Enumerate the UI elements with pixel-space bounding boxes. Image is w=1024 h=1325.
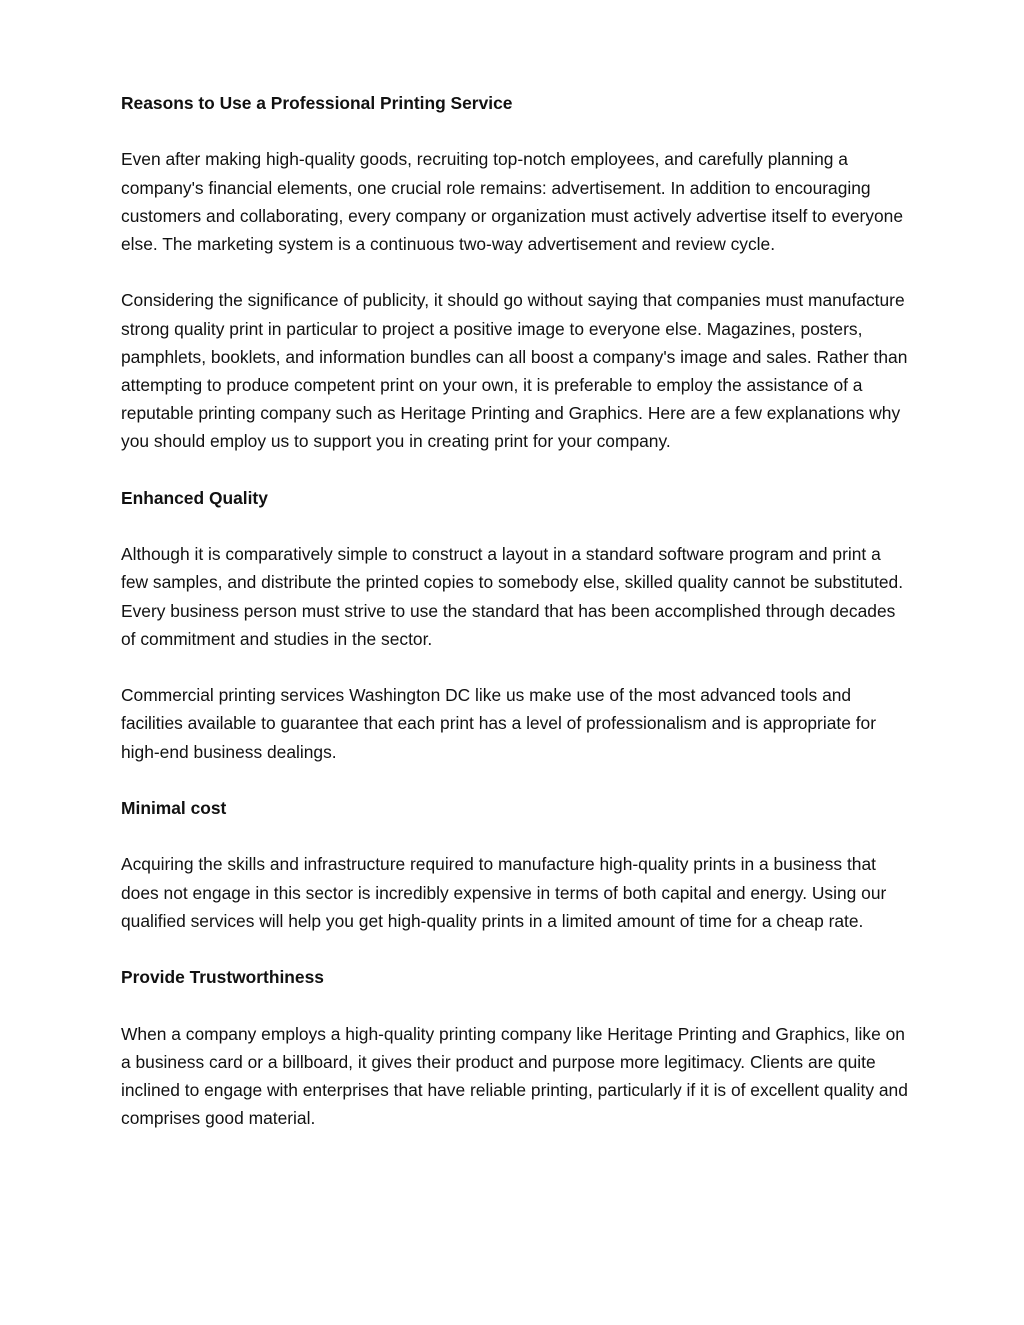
section-heading-minimal-cost: Minimal cost	[121, 797, 227, 818]
provide-trustworthiness-paragraph-1: When a company employs a high-quality printing company like Heritage Printing and Graphics, like on a business card or a billboard, it gives their product and purpose more legitimacy. Clients are quite inclined to engage with enterprises that have reliable printing, particularly if it is of excellent quality and comprises good material.	[121, 1023, 908, 1129]
section-heading-provide-trustworthiness: Provide Trustworthiness	[121, 967, 324, 988]
document-page	[121, 89, 911, 1132]
minimal-cost-paragraph-1: Acquiring the skills and infrastructure required to manufacture high-quality prints in a business that does not engage in this sector is incredibly expensive in terms of both capital and energy. Using our qualified services will help you get high-quality prints in a limited amount of time for a cheap rate.	[121, 854, 887, 931]
intro-paragraph-2: Considering the significance of publicity, it should go without saying that companies must manufacture strong quality print in particular to project a positive image to everyone else. Magazines, posters, pamphlets, booklets, and information bundles can all boost a company's image and sales. Rather than attempting to produce competent print on your own, it is preferable to employ the assistance of a reputable printing company such as Heritage Printing and Graphics. Here are a few explanations why you should employ us to support you in creating print for your company.	[121, 290, 908, 452]
enhanced-quality-paragraph-2: Commercial printing services Washington DC like us make use of the most advanced tools and facilities available to guarantee that each print has a level of professionalism and is appropriate for high-end business dealings.	[121, 685, 876, 762]
enhanced-quality-paragraph-1: Although it is comparatively simple to construct a layout in a standard software program and print a few samples, and distribute the printed copies to somebody else, skilled quality cannot be substituted. Every business person must strive to use the standard that has been accomplished through decades of commitment and studies in the sector.	[121, 544, 904, 649]
section-heading-enhanced-quality: Enhanced Quality	[121, 487, 268, 508]
intro-paragraph-1: Even after making high-quality goods, recruiting top-notch employees, and carefully planning a company's financial elements, one crucial role remains: advertisement. In addition to encouraging customers and collaborating, every company or organization must actively advertise itself to everyone else. The marketing system is a continuous two-way advertisement and review cycle.	[121, 149, 903, 254]
document-title: Reasons to Use a Professional Printing Service	[121, 93, 513, 113]
